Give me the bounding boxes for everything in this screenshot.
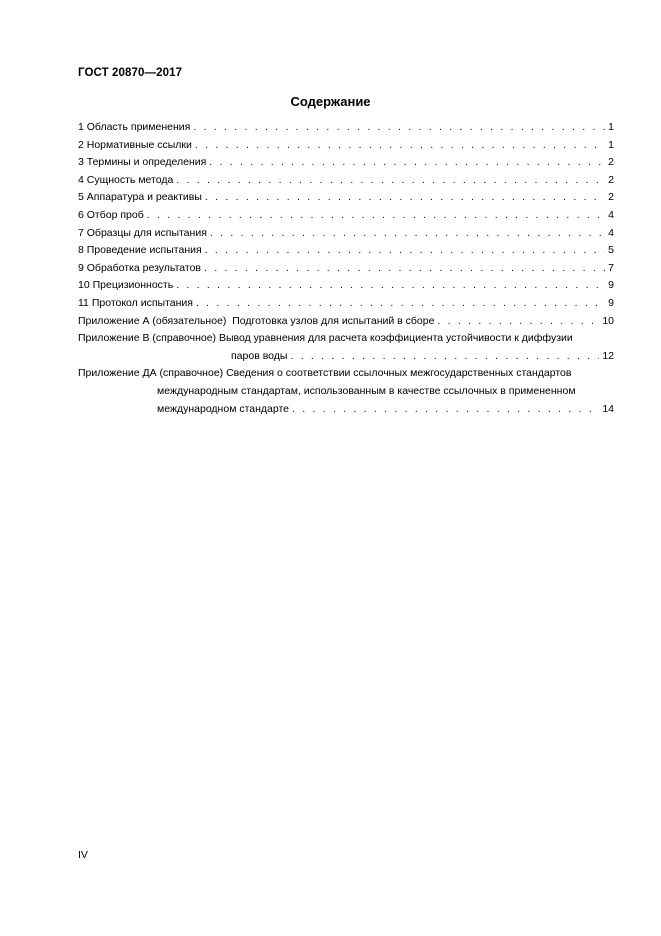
toc-entry[interactable] bbox=[78, 119, 614, 137]
toc-entry-page: 2 bbox=[608, 173, 614, 186]
toc-entry-label: 1 Область применения bbox=[78, 121, 191, 133]
dot-leader bbox=[205, 189, 605, 207]
toc-entry-label: 6 Отбор проб bbox=[78, 208, 144, 221]
toc-entry-label: 3 Термины и определения bbox=[78, 156, 207, 169]
annex-page: 14 bbox=[602, 402, 614, 415]
annex-title-line: Подготовка узлов для испытаний в сборе bbox=[232, 314, 435, 327]
dot-leader bbox=[210, 225, 605, 243]
toc-entry-page: 7 bbox=[608, 261, 614, 274]
toc-entry-page: 2 bbox=[608, 156, 614, 169]
annex-page: 12 bbox=[602, 349, 614, 362]
toc-entry[interactable] bbox=[78, 154, 614, 172]
toc-annex-da[interactable] bbox=[78, 365, 614, 418]
document-code: ГОСТ 20870—2017 bbox=[78, 67, 183, 79]
toc-title: Содержание bbox=[290, 94, 371, 109]
toc-entry[interactable] bbox=[78, 225, 614, 243]
annex-page: 10 bbox=[602, 314, 614, 327]
toc-entry[interactable] bbox=[78, 277, 614, 295]
toc-entry[interactable] bbox=[78, 260, 614, 278]
dot-leader bbox=[176, 172, 605, 190]
toc-entry-page: 1 bbox=[608, 138, 614, 151]
page-number: IV bbox=[78, 849, 88, 861]
dot-leader bbox=[176, 277, 605, 295]
toc-entry[interactable] bbox=[78, 172, 614, 190]
annex-prefix: Приложение А (обязательное) bbox=[78, 314, 227, 327]
annex-prefix: Приложение В (справочное) bbox=[78, 332, 217, 345]
toc-annex-a[interactable] bbox=[78, 313, 614, 331]
toc-entry[interactable] bbox=[78, 137, 614, 155]
annex-title-line: Вывод уравнения для расчета коэффициента устойчивости к диффузии bbox=[218, 332, 573, 345]
toc-entry[interactable] bbox=[78, 242, 614, 260]
dot-leader bbox=[292, 401, 599, 419]
toc-entry-page: 1 bbox=[608, 121, 614, 133]
dot-leader bbox=[204, 260, 605, 278]
dot-leader bbox=[437, 313, 599, 331]
toc-entry-label: 10 Прецизионность bbox=[78, 279, 174, 292]
toc-entry-label: 2 Нормативные ссылки bbox=[78, 138, 192, 151]
dot-leader bbox=[196, 295, 605, 313]
dot-leader bbox=[195, 137, 605, 155]
toc-entry-page: 2 bbox=[608, 191, 614, 204]
toc-entry-page: 5 bbox=[608, 244, 614, 257]
toc-entry-label: 5 Аппаратура и реактивы bbox=[78, 191, 202, 204]
dot-leader bbox=[193, 119, 605, 137]
toc-annex-b[interactable] bbox=[78, 330, 614, 365]
toc-entry-label: 8 Проведение испытания bbox=[78, 244, 202, 257]
annex-title-line: паров воды bbox=[231, 349, 288, 362]
annex-title-line: Сведения о соответствии ссылочных межгосударственных стандартов bbox=[226, 367, 572, 380]
toc-entry[interactable] bbox=[78, 189, 614, 207]
toc-entry-label: 9 Обработка результатов bbox=[78, 261, 201, 274]
toc-entry[interactable] bbox=[78, 295, 614, 313]
dot-leader bbox=[290, 348, 599, 366]
dot-leader bbox=[147, 207, 605, 225]
table-of-contents bbox=[78, 119, 614, 418]
toc-entry-label: 7 Образцы для испытания bbox=[78, 226, 207, 239]
toc-entry-label: 11 Протокол испытания bbox=[78, 296, 193, 309]
toc-entry-page: 4 bbox=[608, 208, 614, 221]
annex-title-line: международным стандартам, использованным в качестве ссылочных в примененном bbox=[157, 384, 576, 397]
dot-leader bbox=[205, 242, 605, 260]
toc-entry-page: 9 bbox=[608, 279, 614, 292]
annex-prefix: Приложение ДА (справочное) bbox=[78, 367, 224, 380]
toc-entry-page: 4 bbox=[608, 226, 614, 239]
toc-entry[interactable] bbox=[78, 207, 614, 225]
toc-entry-page: 9 bbox=[608, 296, 614, 309]
dot-leader bbox=[209, 154, 605, 172]
annex-title-line: международном стандарте bbox=[157, 402, 290, 415]
toc-entry-label: 4 Сущность метода bbox=[78, 173, 174, 186]
